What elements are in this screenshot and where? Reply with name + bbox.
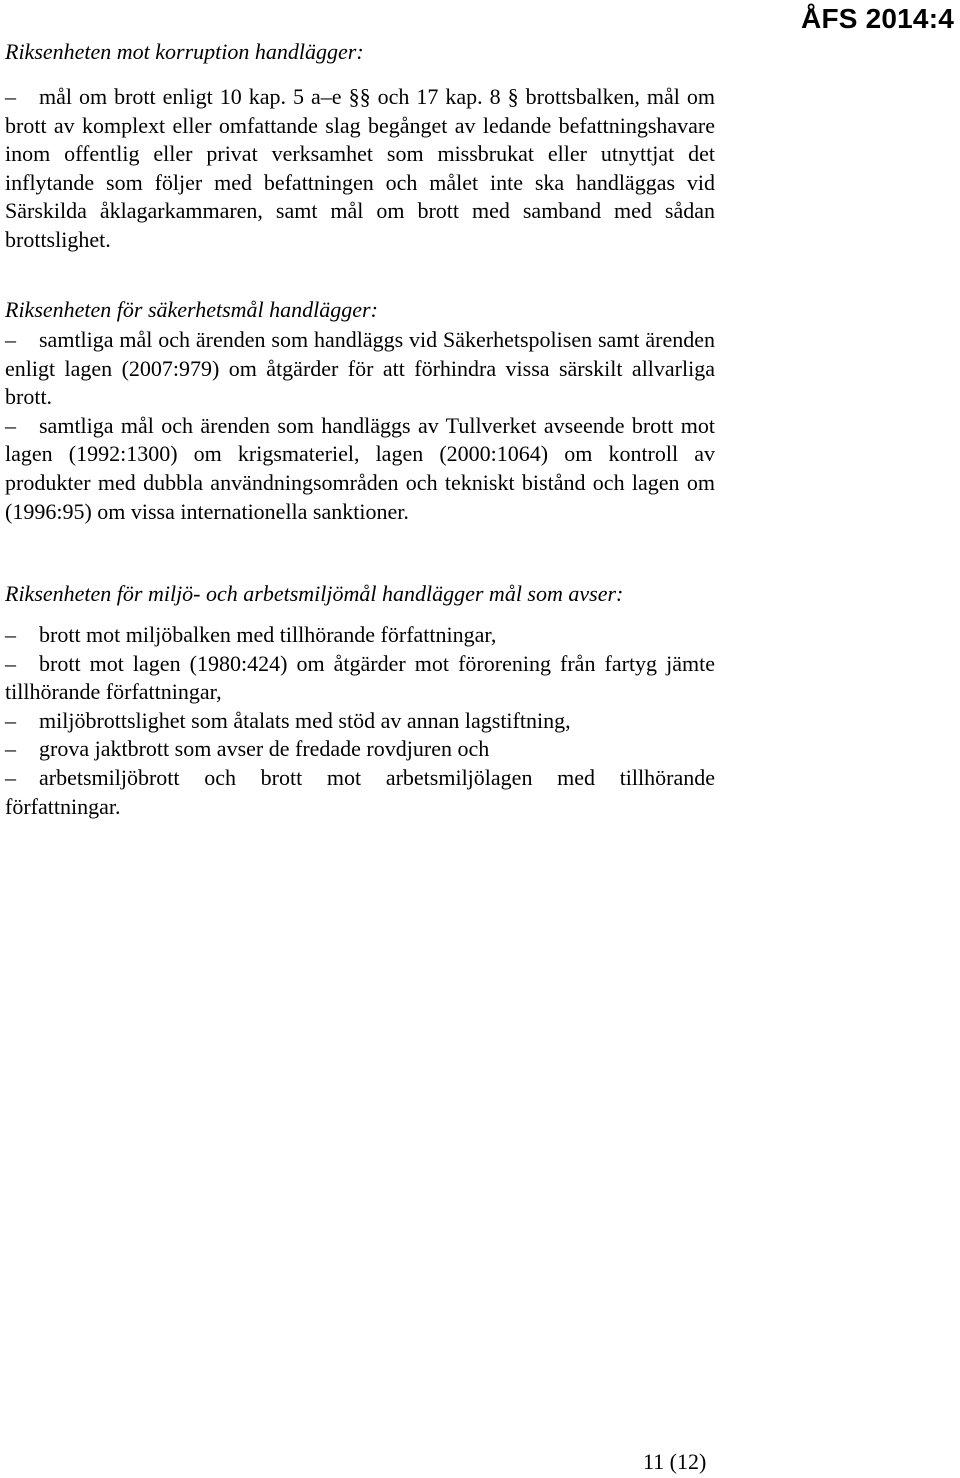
document-id: ÅFS 2014:4 bbox=[801, 3, 954, 34]
list-item bbox=[5, 650, 715, 707]
dash-bullet: – bbox=[5, 736, 16, 762]
section-miljo bbox=[5, 580, 715, 821]
list-item-text: samtliga mål och ärenden som handläggs vid Säkerhetspolisen samt ärenden enligt lagen (2007:979) om åtgärder för att förhindra vissa särskilt allvarliga brott. bbox=[5, 327, 715, 410]
dash-bullet: – bbox=[5, 327, 16, 352]
list-item-text: mål om brott enligt 10 kap. 5 a–e §§ och 17 kap. 8 § brottsbalken, mål om brott av komplext eller omfattande slag begånget av ledande befattningshavare inom offentlig eller privat verksamhet som missbrukat eller utnyttjat det inflytande som följer med befattningen och målet inte ska handläggas vid Särskilda åklagarkammaren, samt mål om brott med samband med sådan brottslighet. bbox=[5, 84, 715, 252]
list-item bbox=[5, 735, 715, 764]
list-item-text: brott mot lagen (1980:424) om åtgärder mot förorening från fartyg jämte tillhörande författningar, bbox=[5, 650, 715, 705]
list-item bbox=[5, 764, 715, 821]
list-item bbox=[5, 707, 715, 736]
list-item-text: grova jaktbrott som avser de fredade rovdjuren och bbox=[39, 736, 490, 762]
section-heading: Riksenheten mot korruption handlägger: bbox=[5, 39, 364, 64]
dash-bullet: – bbox=[5, 412, 16, 438]
list-item bbox=[5, 412, 715, 526]
dash-bullet: – bbox=[5, 84, 16, 109]
dash-bullet: – bbox=[5, 650, 16, 676]
section-heading: Riksenheten för säkerhetsmål handlägger: bbox=[5, 297, 378, 322]
list-item bbox=[5, 83, 715, 255]
section-korruption bbox=[5, 38, 715, 255]
list-item-text: miljöbrottslighet som åtalats med stöd av annan lagstiftning, bbox=[39, 707, 571, 733]
page-number: 11 (12) bbox=[643, 1449, 707, 1474]
dash-bullet: – bbox=[5, 622, 16, 647]
dash-bullet: – bbox=[5, 707, 16, 733]
section-heading: Riksenheten för miljö- och arbetsmiljömål handlägger mål som avser: bbox=[5, 581, 624, 606]
list-item-text: arbetsmiljöbrott och brott mot arbetsmiljölagen med tillhörande författningar. bbox=[5, 764, 715, 819]
list-item-text: brott mot miljöbalken med tillhörande författningar, bbox=[39, 622, 497, 647]
section-sakerhetsmal bbox=[5, 296, 715, 526]
list-item bbox=[5, 326, 715, 412]
list-item-text: samtliga mål och ärenden som handläggs av Tullverket avseende brott mot lagen (1992:1300) om krigsmateriel, lagen (2000:1064) om kontroll av produkter med dubbla användningsområden och tekniskt bistånd och lagen om (1996:95) om vissa internationella sanktioner. bbox=[5, 412, 715, 524]
dash-bullet: – bbox=[5, 764, 16, 790]
list-item bbox=[5, 621, 715, 650]
